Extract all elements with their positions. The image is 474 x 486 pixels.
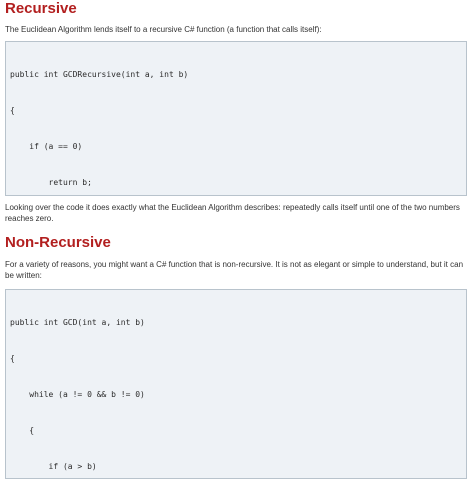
code-line: return b; bbox=[10, 178, 92, 187]
code-line: if (a == 0) bbox=[10, 142, 83, 151]
code-line: { bbox=[10, 354, 15, 363]
code-line: public int GCDRecursive(int a, int b) bbox=[10, 70, 189, 79]
recursive-intro: The Euclidean Algorithm lends itself to a recursive C# function (a function that calls itself): bbox=[5, 25, 322, 34]
code-line: { bbox=[10, 106, 15, 115]
code-line: while (a != 0 && b != 0) bbox=[10, 390, 145, 399]
code-line: if (a > b) bbox=[10, 462, 97, 471]
code-line: public int GCD(int a, int b) bbox=[10, 318, 145, 327]
code-block-non-recursive bbox=[5, 289, 467, 479]
heading-recursive: Recursive bbox=[5, 0, 77, 17]
recursive-outro: Looking over the code it does exactly what the Euclidean Algorithm describes: repeatedly calls itself until one of the two numbers reaches zero. bbox=[5, 203, 460, 223]
code-block-recursive bbox=[5, 41, 467, 196]
code-line: { bbox=[10, 426, 35, 435]
heading-non-recursive: Non-Recursive bbox=[5, 234, 111, 251]
non-recursive-intro: For a variety of reasons, you might want a C# function that is non-recursive. It is not as elegant or simple to understand, but it can be written: bbox=[5, 260, 464, 280]
